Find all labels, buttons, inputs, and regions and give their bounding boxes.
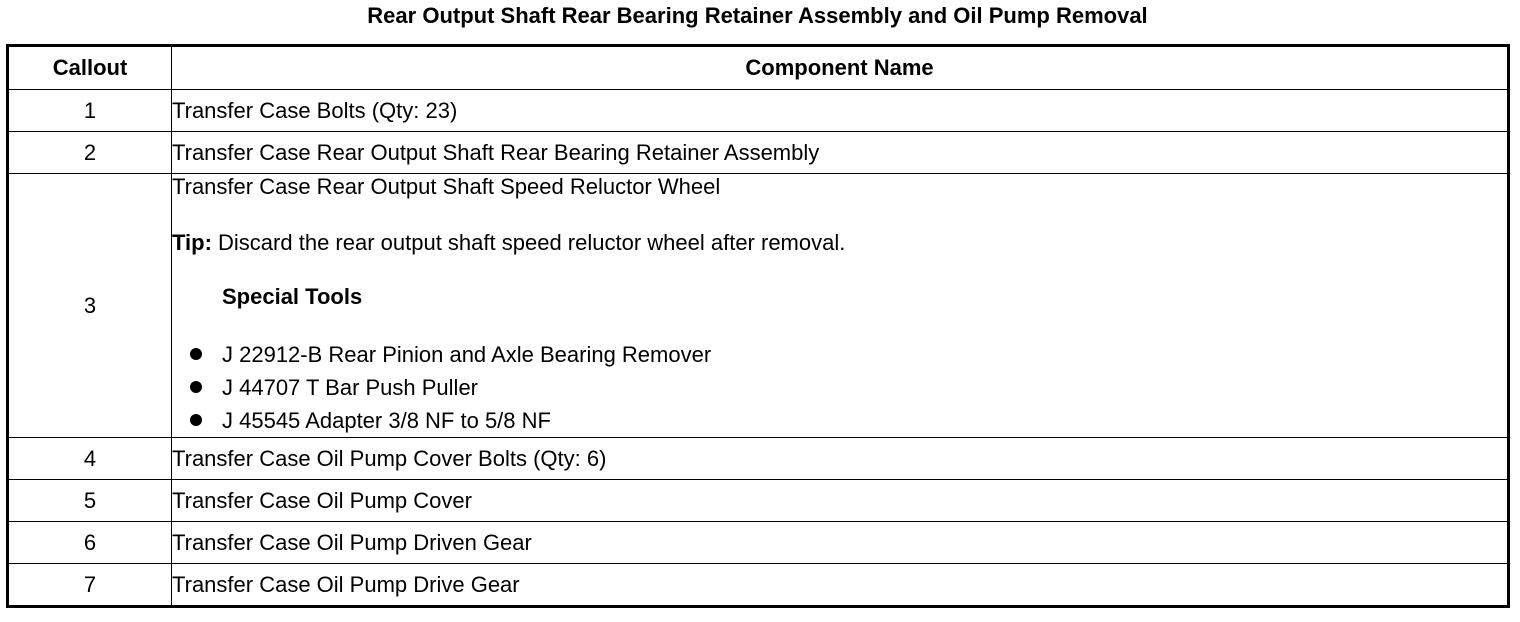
component-name-cell xyxy=(172,174,1509,438)
list-item xyxy=(172,404,1507,437)
component-name: Transfer Case Rear Output Shaft Speed Reluctor Wheel xyxy=(172,174,721,199)
table-row xyxy=(8,522,1509,564)
column-header-callout: Callout xyxy=(8,46,172,90)
page-title: Rear Output Shaft Rear Bearing Retainer Assembly and Oil Pump Removal xyxy=(367,3,1148,28)
callout-cell: 3 xyxy=(8,174,172,438)
callout-cell: 7 xyxy=(8,564,172,607)
bullet-icon xyxy=(190,348,202,360)
callout-cell: 2 xyxy=(8,132,172,174)
components-table xyxy=(6,44,1510,608)
bullet-icon xyxy=(190,414,202,426)
list-item xyxy=(172,338,1507,371)
tool-label: J 45545 Adapter 3/8 NF to 5/8 NF xyxy=(222,408,551,433)
tip-note xyxy=(172,230,1507,256)
table-row xyxy=(8,564,1509,607)
tool-label: J 22912-B Rear Pinion and Axle Bearing Remover xyxy=(222,342,712,367)
component-name-cell: Transfer Case Oil Pump Cover xyxy=(172,480,1509,522)
table-header-row xyxy=(8,46,1509,90)
callout-cell: 4 xyxy=(8,438,172,480)
callout-cell: 6 xyxy=(8,522,172,564)
bullet-icon xyxy=(190,381,202,393)
component-name-cell: Transfer Case Bolts (Qty: 23) xyxy=(172,90,1509,132)
special-tools-heading: Special Tools xyxy=(222,284,363,309)
table-row xyxy=(8,174,1509,438)
component-name-cell: Transfer Case Oil Pump Drive Gear xyxy=(172,564,1509,607)
table-row xyxy=(8,132,1509,174)
list-item xyxy=(172,371,1507,404)
component-name-cell: Transfer Case Rear Output Shaft Rear Bearing Retainer Assembly xyxy=(172,132,1509,174)
tip-label: Tip: xyxy=(172,230,212,255)
column-header-component-name: Component Name xyxy=(172,46,1509,90)
table-row xyxy=(8,90,1509,132)
table-row xyxy=(8,438,1509,480)
component-name-cell: Transfer Case Oil Pump Cover Bolts (Qty: 6) xyxy=(172,438,1509,480)
component-name-cell: Transfer Case Oil Pump Driven Gear xyxy=(172,522,1509,564)
tip-text: Discard the rear output shaft speed reluctor wheel after removal. xyxy=(211,230,846,255)
special-tools-list xyxy=(172,338,1507,437)
callout-cell: 1 xyxy=(8,90,172,132)
tool-label: J 44707 T Bar Push Puller xyxy=(222,375,479,400)
table-row xyxy=(8,480,1509,522)
callout-cell: 5 xyxy=(8,480,172,522)
